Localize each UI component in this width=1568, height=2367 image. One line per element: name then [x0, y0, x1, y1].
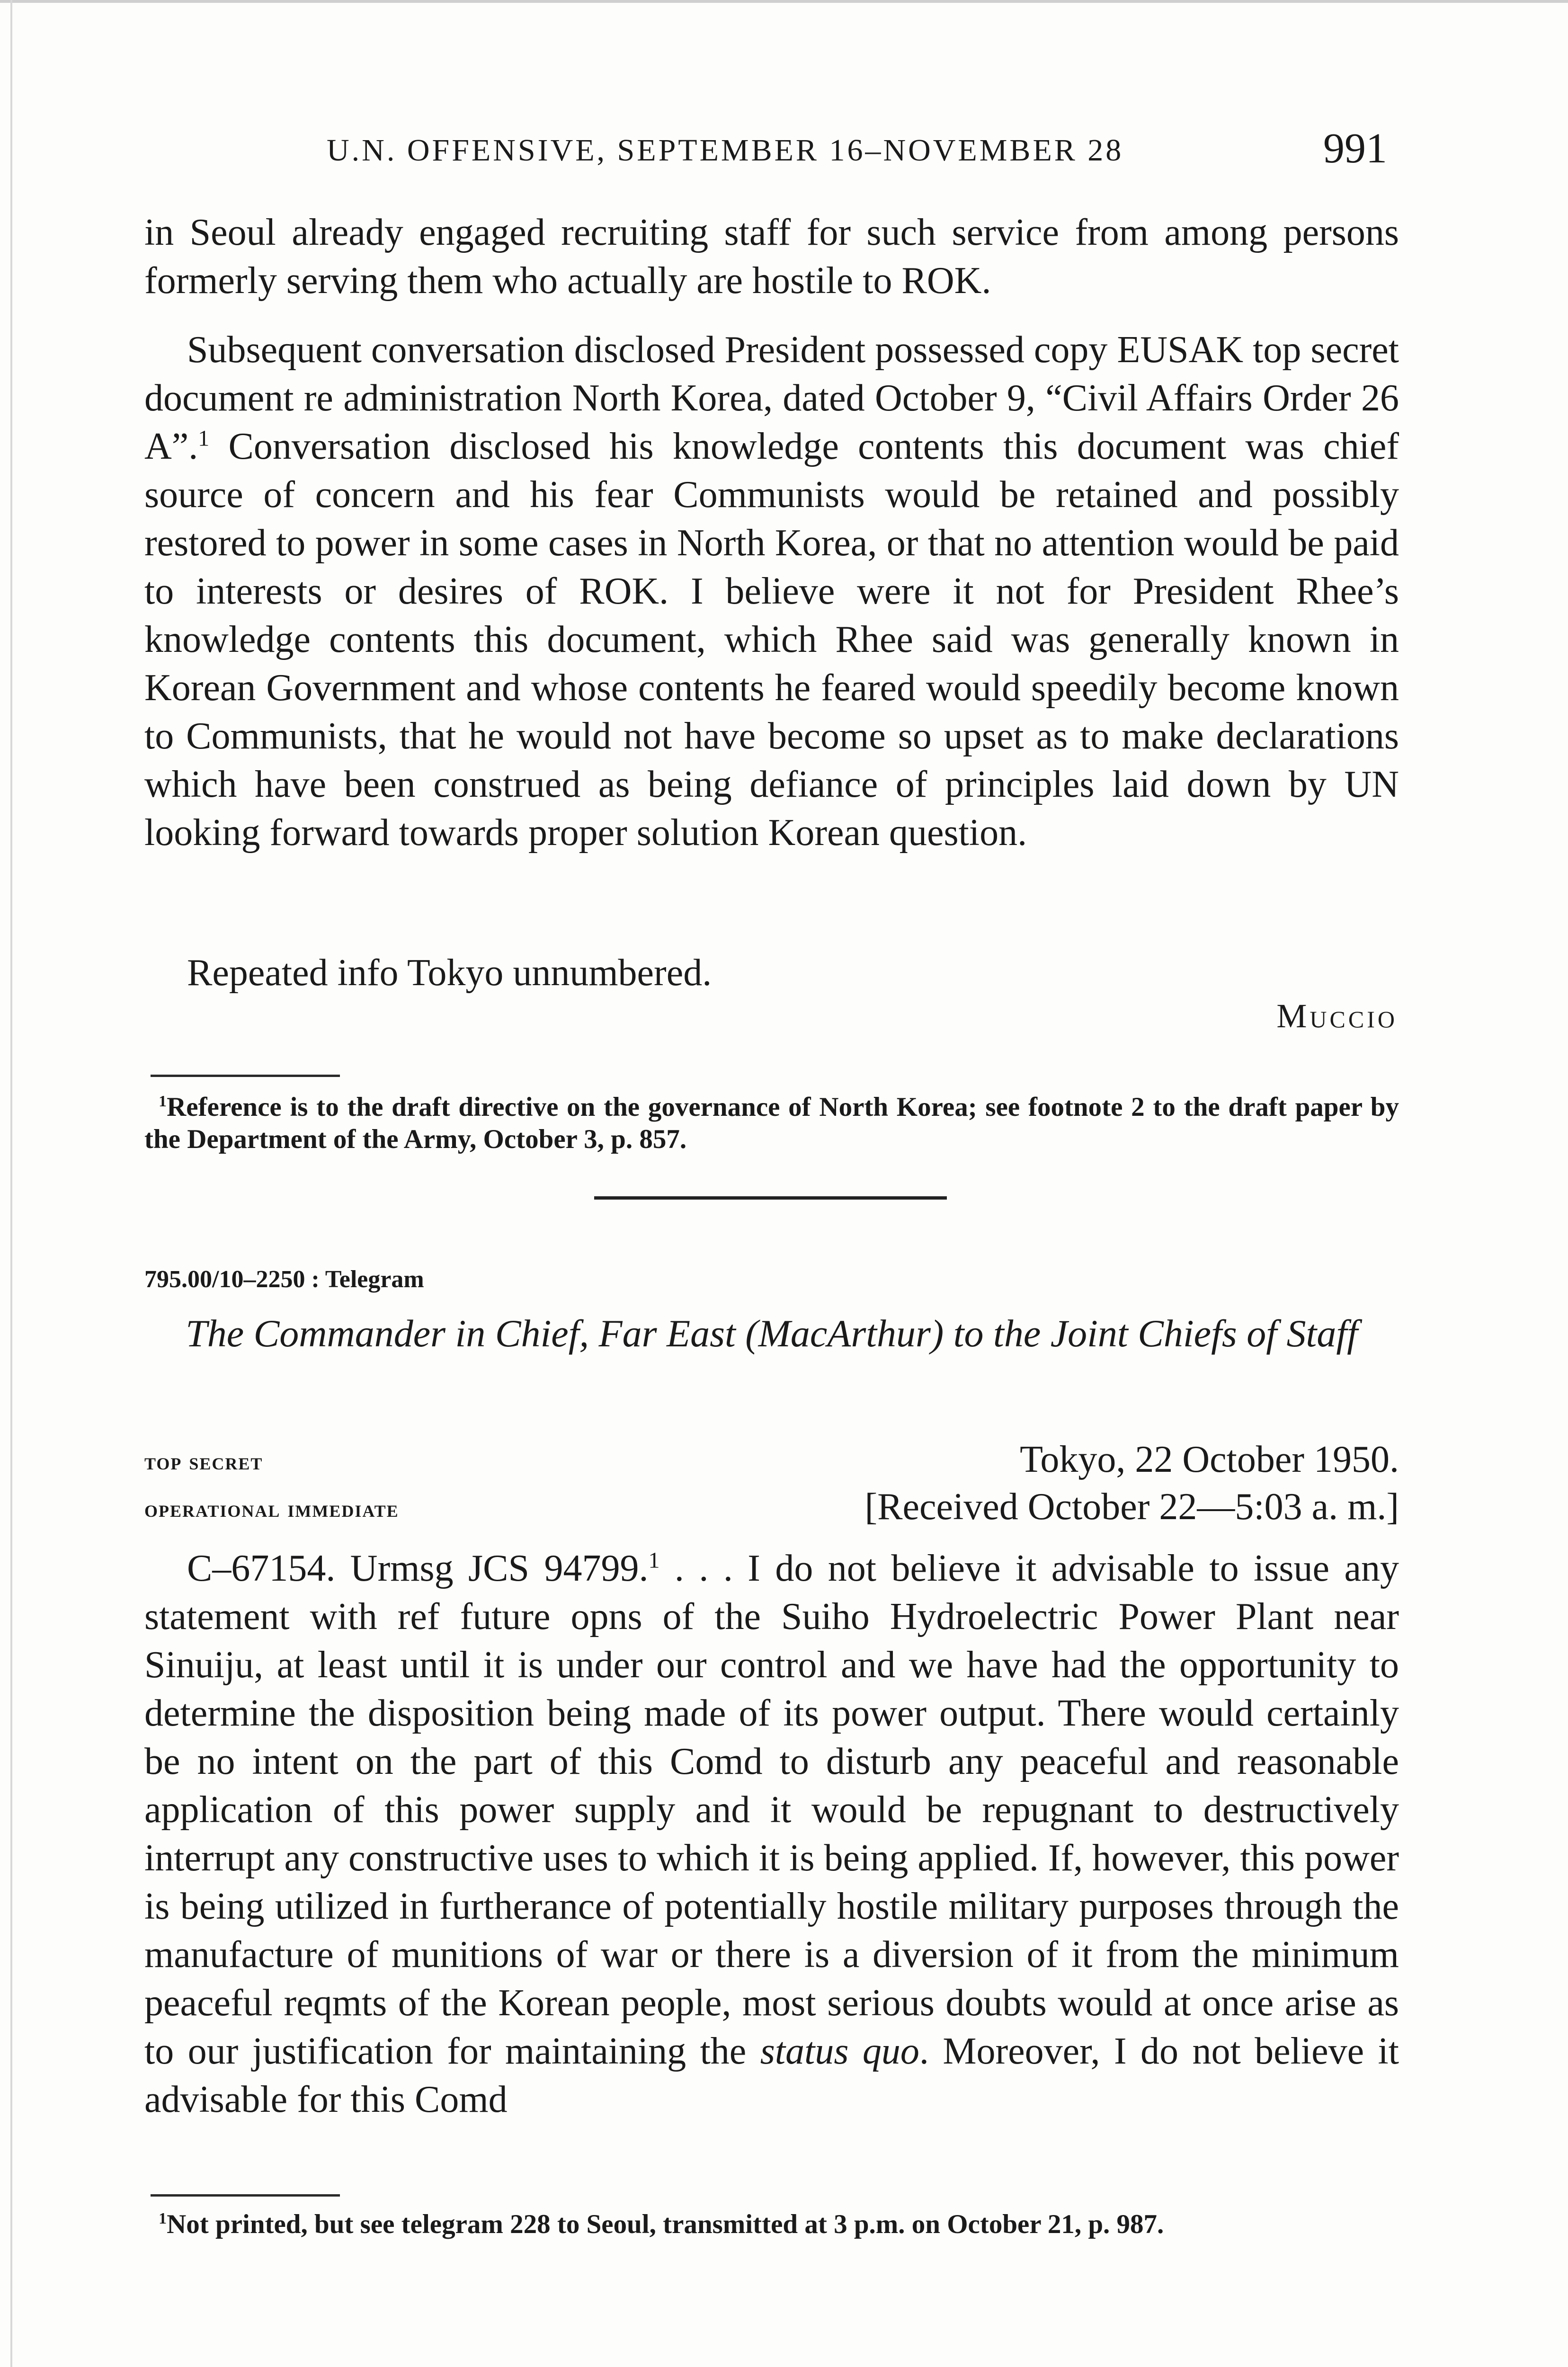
footnote-1-mark: 1: [159, 1093, 167, 1110]
telegram-opening: C–67154. Urmsg JCS 94799.: [187, 1548, 649, 1589]
repeated-info: Repeated info Tokyo unnumbered.: [187, 952, 712, 994]
classification-line: [144, 1437, 1399, 1484]
signature: Muccio: [1276, 997, 1398, 1035]
footnote-rule-2: [151, 2194, 340, 2197]
running-head: U.N. OFFENSIVE, SEPTEMBER 16–NOVEMBER 28: [327, 133, 1124, 168]
footnote-2: [144, 2208, 1399, 2241]
intro-paragraph-block: [144, 208, 1399, 305]
paragraph-2: [144, 326, 1399, 857]
precedence-line: [144, 1484, 1399, 1531]
telegram-body: [144, 1544, 1399, 2124]
repeated-info-block: [144, 949, 1399, 997]
intro-paragraph: in Seoul already engaged recruiting staff for such service from among persons formerly serving them who actually are hostile to ROK.: [144, 212, 1399, 302]
paragraph-2-after: Conversation disclosed his knowledge contents this document was chief source of concern and his fear Communists would be retained and possibly restored to power in some cases in North Korea, or that no attention would be paid to interests or desires of ROK. I believe were it not for President Rhee’s knowledge contents this document, which Rhee said was generally known in Korean Government and whose contents he feared would speedily become known to Communists, that he would not have become so upset as to make declarations which have been construed as being defiance of principles laid down by UN looking forward towards proper solution Korean question.: [144, 426, 1399, 854]
telegram-italic: status quo: [760, 2030, 919, 2072]
paragraph-2-block: [144, 326, 1399, 857]
footnote-rule-1: [151, 1075, 340, 1077]
footnote-1-block: [144, 1091, 1399, 1156]
telegram-footnote-ref: 1: [648, 1548, 660, 1573]
footnote-1-text: Reference is to the draft directive on the governance of North Korea; see footnote 2 to the draft paper by the Department of the Army, October 3, p. 857.: [144, 1092, 1399, 1154]
telegram-text-1: . . . I do not believe it advisable to issue any statement with ref future opns of the Suiho Hydroelectric Power Plant near Sinuiju, at least until it is under our control and we have had the opportunity to determine the disposition being made of its power output. There would certainly be no intent on the part of this Comd to disturb any peaceful and reasonable application of this power supply and it would be repugnant to destructively interrupt any constructive uses to which it is being applied. If, however, this power is being utilized in furtherance of potentially hostile military purposes through the manufacture of munitions of war or there is a diversion of it from the minimum peaceful reqmts of the Korean people, most serious doubts would at once arise as to our justification for maintaining the: [144, 1548, 1399, 2072]
page-edge-left: [10, 0, 12, 2367]
document-heading: The Commander in Chief, Far East (MacArthur) to the Joint Chiefs of Staff: [186, 1312, 1358, 1355]
telegram-text-2: . Moreover, I do not believe it advisable for this Comd: [144, 2030, 1399, 2120]
footnote-2-block: [144, 2208, 1399, 2241]
paragraph-2-before: Subsequent conversation disclosed President possessed copy EUSAK top secret document re administration North Korea, dated October 9, “Civil Affairs Order 26 A”.: [144, 329, 1399, 467]
footnote-ref: 1: [198, 426, 210, 451]
received: [Received October 22—5:03 a. m.]: [864, 1486, 1399, 1528]
footnote-1: [144, 1091, 1399, 1156]
section-divider: [594, 1196, 947, 1200]
page-number: 991: [1323, 125, 1387, 172]
place-date: Tokyo, 22 October 1950.: [1020, 1439, 1399, 1480]
footnote-2-mark: 1: [159, 2210, 167, 2227]
page-edge-top: [0, 0, 1568, 3]
document-id: 795.00/10–2250 : Telegram: [144, 1266, 424, 1293]
telegram-body-block: [144, 1544, 1399, 2124]
footnote-2-text: Not printed, but see telegram 228 to Seoul, transmitted at 3 p.m. on October 21, p. 987.: [167, 2209, 1164, 2239]
classification: top secret: [144, 1448, 263, 1475]
page-header: [327, 124, 1387, 176]
precedence: operational immediate: [144, 1495, 399, 1522]
